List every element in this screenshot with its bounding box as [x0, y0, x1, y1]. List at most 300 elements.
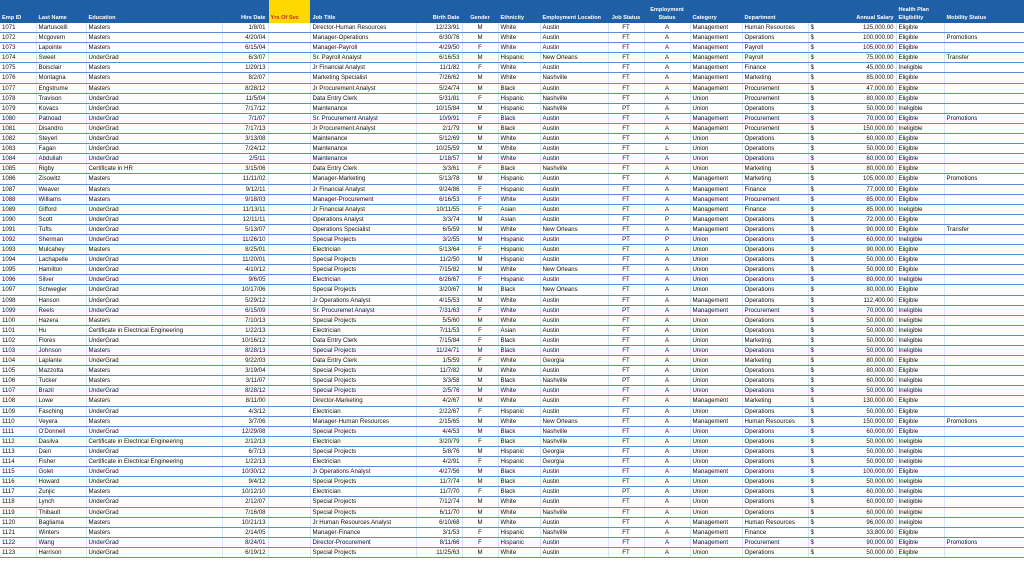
- table-cell-last-name[interactable]: Hamilton: [36, 265, 86, 275]
- table-cell-employment-status[interactable]: P: [644, 234, 690, 244]
- table-cell-category[interactable]: Union: [690, 446, 742, 456]
- table-cell-mobility[interactable]: [944, 204, 1024, 214]
- table-cell-job-status[interactable]: FT: [608, 346, 644, 356]
- table-cell-job-title[interactable]: Manager-Payroll: [310, 43, 416, 53]
- header-cell[interactable]: Hire Date: [222, 0, 268, 23]
- table-cell-department[interactable]: Payroll: [742, 43, 808, 53]
- table-cell-employment-location[interactable]: Georgia: [540, 457, 608, 467]
- table-cell-health-plan[interactable]: Eligible: [896, 194, 944, 204]
- table-cell-ethnicity[interactable]: White: [498, 497, 540, 507]
- table-cell-job-title[interactable]: Jr Financial Analyst: [310, 63, 416, 73]
- table-cell-birth-date[interactable]: 11/7/82: [416, 366, 462, 376]
- table-cell-employment-location[interactable]: Nashville: [540, 93, 608, 103]
- table-cell-yrs-of-svc[interactable]: [268, 33, 310, 43]
- table-cell-department[interactable]: Finance: [742, 184, 808, 194]
- table-cell-yrs-of-svc[interactable]: [268, 305, 310, 315]
- table-cell-category[interactable]: Union: [690, 285, 742, 295]
- table-cell-employment-location[interactable]: Nashville: [540, 527, 608, 537]
- table-cell-annual-salary[interactable]: [808, 386, 896, 396]
- table-cell-yrs-of-svc[interactable]: [268, 426, 310, 436]
- table-cell-health-plan[interactable]: Eligible: [896, 265, 944, 275]
- table-cell-job-title[interactable]: Director-Procurement: [310, 537, 416, 547]
- table-cell-last-name[interactable]: Abdullah: [36, 154, 86, 164]
- table-cell-employment-location[interactable]: Austin: [540, 234, 608, 244]
- table-cell-job-title[interactable]: Special Projects: [310, 547, 416, 557]
- table-cell-mobility[interactable]: [944, 497, 1024, 507]
- table-cell-category[interactable]: Management: [690, 204, 742, 214]
- table-cell-last-name[interactable]: Dasilva: [36, 436, 86, 446]
- table-cell-birth-date[interactable]: 12/23/91: [416, 23, 462, 33]
- table-cell-yrs-of-svc[interactable]: [268, 184, 310, 194]
- table-cell-employment-location[interactable]: Austin: [540, 386, 608, 396]
- table-cell-hire-date[interactable]: 3/19/04: [222, 366, 268, 376]
- table-cell-birth-date[interactable]: 2/22/67: [416, 406, 462, 416]
- table-cell-emp-id[interactable]: 1088: [0, 194, 36, 204]
- table-cell-emp-id[interactable]: 1108: [0, 396, 36, 406]
- table-cell-gender[interactable]: F: [462, 164, 498, 174]
- table-cell-birth-date[interactable]: 11/24/71: [416, 346, 462, 356]
- table-cell-emp-id[interactable]: 1085: [0, 164, 36, 174]
- table-cell-employment-status[interactable]: A: [644, 134, 690, 144]
- table-cell-yrs-of-svc[interactable]: [268, 356, 310, 366]
- table-cell-last-name[interactable]: O'Donnell: [36, 426, 86, 436]
- table-cell-employment-status[interactable]: A: [644, 406, 690, 416]
- table-cell-ethnicity[interactable]: Black: [498, 477, 540, 487]
- table-cell-health-plan[interactable]: Eligible: [896, 93, 944, 103]
- table-cell-category[interactable]: Union: [690, 315, 742, 325]
- table-cell-employment-status[interactable]: A: [644, 527, 690, 537]
- table-cell-annual-salary[interactable]: [808, 376, 896, 386]
- table-cell-employment-location[interactable]: Austin: [540, 184, 608, 194]
- table-cell-job-title[interactable]: Data Entry Clerk: [310, 335, 416, 345]
- table-cell-annual-salary[interactable]: [808, 144, 896, 154]
- table-cell-yrs-of-svc[interactable]: [268, 134, 310, 144]
- table-cell-birth-date[interactable]: 11/2/50: [416, 255, 462, 265]
- table-cell-education[interactable]: Masters: [86, 194, 222, 204]
- table-cell-emp-id[interactable]: 1102: [0, 335, 36, 345]
- table-cell-gender[interactable]: M: [462, 154, 498, 164]
- table-cell-hire-date[interactable]: 10/12/10: [222, 487, 268, 497]
- table-cell-emp-id[interactable]: 1079: [0, 103, 36, 113]
- table-cell-category[interactable]: Management: [690, 63, 742, 73]
- table-cell-employment-location[interactable]: Georgia: [540, 356, 608, 366]
- table-cell-gender[interactable]: F: [462, 356, 498, 366]
- table-cell-annual-salary[interactable]: [808, 325, 896, 335]
- table-cell-ethnicity[interactable]: White: [498, 33, 540, 43]
- table-cell-job-status[interactable]: FT: [608, 497, 644, 507]
- table-cell-department[interactable]: Operations: [742, 214, 808, 224]
- table-cell-mobility[interactable]: [944, 315, 1024, 325]
- table-cell-annual-salary[interactable]: [808, 83, 896, 93]
- table-cell-employment-location[interactable]: New Orleans: [540, 224, 608, 234]
- table-cell-birth-date[interactable]: 7/26/62: [416, 73, 462, 83]
- table-cell-education[interactable]: UnderGrad: [86, 446, 222, 456]
- table-cell-annual-salary[interactable]: [808, 527, 896, 537]
- table-cell-mobility[interactable]: [944, 507, 1024, 517]
- table-cell-employment-location[interactable]: Austin: [540, 83, 608, 93]
- table-cell-employment-status[interactable]: A: [644, 23, 690, 33]
- table-cell-category[interactable]: Management: [690, 517, 742, 527]
- table-cell-employment-location[interactable]: Austin: [540, 396, 608, 406]
- table-cell-employment-status[interactable]: A: [644, 537, 690, 547]
- table-cell-mobility[interactable]: [944, 154, 1024, 164]
- table-cell-health-plan[interactable]: Ineligible: [896, 517, 944, 527]
- table-cell-education[interactable]: Masters: [86, 315, 222, 325]
- table-cell-gender[interactable]: F: [462, 436, 498, 446]
- table-cell-annual-salary[interactable]: [808, 426, 896, 436]
- table-cell-department[interactable]: Payroll: [742, 53, 808, 63]
- table-cell-employment-status[interactable]: A: [644, 346, 690, 356]
- table-cell-education[interactable]: Certificate in Electrical Engineering: [86, 325, 222, 335]
- table-cell-hire-date[interactable]: 10/30/12: [222, 467, 268, 477]
- table-cell-employment-status[interactable]: A: [644, 43, 690, 53]
- table-cell-education[interactable]: Masters: [86, 245, 222, 255]
- table-cell-annual-salary[interactable]: [808, 275, 896, 285]
- table-cell-job-title[interactable]: Manager-Procurement: [310, 194, 416, 204]
- table-cell-employment-location[interactable]: Austin: [540, 194, 608, 204]
- table-cell-hire-date[interactable]: 9/6/05: [222, 275, 268, 285]
- table-cell-ethnicity[interactable]: Hispanic: [498, 457, 540, 467]
- table-cell-hire-date[interactable]: 4/3/12: [222, 406, 268, 416]
- table-cell-mobility[interactable]: [944, 123, 1024, 133]
- table-cell-job-status[interactable]: FT: [608, 356, 644, 366]
- table-cell-category[interactable]: Union: [690, 426, 742, 436]
- table-cell-employment-location[interactable]: Austin: [540, 517, 608, 527]
- table-cell-mobility[interactable]: [944, 23, 1024, 33]
- header-cell[interactable]: Annual Salary: [808, 0, 896, 23]
- table-cell-emp-id[interactable]: 1090: [0, 214, 36, 224]
- table-cell-hire-date[interactable]: 11/20/01: [222, 255, 268, 265]
- table-cell-category[interactable]: Union: [690, 255, 742, 265]
- table-cell-birth-date[interactable]: 7/15/82: [416, 265, 462, 275]
- table-cell-ethnicity[interactable]: White: [498, 265, 540, 275]
- table-cell-hire-date[interactable]: 3/15/06: [222, 164, 268, 174]
- table-cell-yrs-of-svc[interactable]: [268, 346, 310, 356]
- table-cell-category[interactable]: Management: [690, 527, 742, 537]
- table-cell-employment-location[interactable]: Georgia: [540, 446, 608, 456]
- table-cell-mobility[interactable]: [944, 547, 1024, 557]
- table-cell-category[interactable]: Union: [690, 457, 742, 467]
- table-cell-job-title[interactable]: Electrician: [310, 325, 416, 335]
- table-cell-yrs-of-svc[interactable]: [268, 315, 310, 325]
- table-cell-job-title[interactable]: Electrician: [310, 406, 416, 416]
- table-cell-emp-id[interactable]: 1118: [0, 497, 36, 507]
- table-cell-birth-date[interactable]: 5/31/81: [416, 93, 462, 103]
- table-cell-annual-salary[interactable]: [808, 285, 896, 295]
- table-cell-gender[interactable]: M: [462, 265, 498, 275]
- table-cell-annual-salary[interactable]: [808, 315, 896, 325]
- table-cell-hire-date[interactable]: 3/13/08: [222, 134, 268, 144]
- table-cell-yrs-of-svc[interactable]: [268, 497, 310, 507]
- table-cell-birth-date[interactable]: 5/8/76: [416, 446, 462, 456]
- table-cell-mobility[interactable]: Promotions: [944, 174, 1024, 184]
- table-cell-birth-date[interactable]: 1/5/59: [416, 356, 462, 366]
- table-cell-employment-status[interactable]: A: [644, 63, 690, 73]
- table-cell-job-title[interactable]: Jr Financial Analyst: [310, 184, 416, 194]
- table-cell-birth-date[interactable]: 5/13/64: [416, 245, 462, 255]
- table-cell-department[interactable]: Operations: [742, 134, 808, 144]
- table-cell-yrs-of-svc[interactable]: [268, 527, 310, 537]
- table-cell-yrs-of-svc[interactable]: [268, 467, 310, 477]
- table-cell-last-name[interactable]: Flores: [36, 335, 86, 345]
- table-cell-employment-status[interactable]: A: [644, 154, 690, 164]
- table-cell-hire-date[interactable]: 5/29/12: [222, 295, 268, 305]
- table-cell-hire-date[interactable]: 6/3/07: [222, 53, 268, 63]
- table-cell-last-name[interactable]: Fisher: [36, 457, 86, 467]
- table-cell-department[interactable]: Operations: [742, 467, 808, 477]
- table-cell-gender[interactable]: M: [462, 497, 498, 507]
- table-cell-employment-location[interactable]: Nashville: [540, 507, 608, 517]
- table-cell-last-name[interactable]: Golet: [36, 467, 86, 477]
- table-cell-mobility[interactable]: [944, 184, 1024, 194]
- table-cell-yrs-of-svc[interactable]: [268, 144, 310, 154]
- table-cell-ethnicity[interactable]: White: [498, 517, 540, 527]
- table-cell-job-title[interactable]: Special Projects: [310, 255, 416, 265]
- table-cell-hire-date[interactable]: 7/17/12: [222, 103, 268, 113]
- table-cell-yrs-of-svc[interactable]: [268, 537, 310, 547]
- table-cell-education[interactable]: UnderGrad: [86, 406, 222, 416]
- table-cell-employment-location[interactable]: Austin: [540, 204, 608, 214]
- table-cell-job-title[interactable]: Data Entry Clerk: [310, 356, 416, 366]
- table-cell-job-status[interactable]: FT: [608, 446, 644, 456]
- table-cell-ethnicity[interactable]: Black: [498, 83, 540, 93]
- table-cell-category[interactable]: Management: [690, 53, 742, 63]
- table-cell-mobility[interactable]: Promotions: [944, 33, 1024, 43]
- table-cell-employment-status[interactable]: A: [644, 113, 690, 123]
- table-cell-health-plan[interactable]: Eligible: [896, 527, 944, 537]
- table-cell-ethnicity[interactable]: White: [498, 23, 540, 33]
- table-cell-health-plan[interactable]: Ineligible: [896, 507, 944, 517]
- table-cell-education[interactable]: Masters: [86, 396, 222, 406]
- table-cell-education[interactable]: UnderGrad: [86, 214, 222, 224]
- table-cell-last-name[interactable]: Hanson: [36, 295, 86, 305]
- table-cell-birth-date[interactable]: 5/5/60: [416, 315, 462, 325]
- table-cell-emp-id[interactable]: 1091: [0, 224, 36, 234]
- table-cell-department[interactable]: Marketing: [742, 174, 808, 184]
- table-cell-yrs-of-svc[interactable]: [268, 295, 310, 305]
- table-cell-emp-id[interactable]: 1083: [0, 144, 36, 154]
- table-cell-hire-date[interactable]: 9/18/03: [222, 194, 268, 204]
- table-cell-ethnicity[interactable]: Black: [498, 113, 540, 123]
- table-cell-employment-location[interactable]: Austin: [540, 295, 608, 305]
- table-cell-mobility[interactable]: [944, 487, 1024, 497]
- table-cell-emp-id[interactable]: 1095: [0, 265, 36, 275]
- table-cell-last-name[interactable]: Travison: [36, 93, 86, 103]
- table-cell-employment-status[interactable]: A: [644, 436, 690, 446]
- table-cell-job-title[interactable]: Special Projects: [310, 386, 416, 396]
- table-cell-job-status[interactable]: PT: [608, 234, 644, 244]
- table-cell-ethnicity[interactable]: Black: [498, 346, 540, 356]
- table-cell-yrs-of-svc[interactable]: [268, 446, 310, 456]
- table-cell-last-name[interactable]: Zisowitz: [36, 174, 86, 184]
- table-cell-mobility[interactable]: [944, 335, 1024, 345]
- table-cell-gender[interactable]: M: [462, 23, 498, 33]
- table-cell-job-status[interactable]: FT: [608, 315, 644, 325]
- table-cell-yrs-of-svc[interactable]: [268, 164, 310, 174]
- table-cell-yrs-of-svc[interactable]: [268, 194, 310, 204]
- table-cell-mobility[interactable]: [944, 93, 1024, 103]
- table-cell-ethnicity[interactable]: White: [498, 295, 540, 305]
- table-cell-category[interactable]: Union: [690, 103, 742, 113]
- table-cell-employment-location[interactable]: Nashville: [540, 376, 608, 386]
- table-cell-emp-id[interactable]: 1111: [0, 426, 36, 436]
- table-cell-job-status[interactable]: FT: [608, 164, 644, 174]
- table-cell-last-name[interactable]: Scott: [36, 214, 86, 224]
- table-cell-emp-id[interactable]: 1110: [0, 416, 36, 426]
- table-cell-mobility[interactable]: [944, 43, 1024, 53]
- table-cell-ethnicity[interactable]: White: [498, 63, 540, 73]
- table-cell-employment-status[interactable]: A: [644, 245, 690, 255]
- table-cell-job-title[interactable]: Electrician: [310, 457, 416, 467]
- table-cell-category[interactable]: Union: [690, 275, 742, 285]
- table-cell-category[interactable]: Management: [690, 113, 742, 123]
- table-cell-job-title[interactable]: Manager-Human Resources: [310, 416, 416, 426]
- table-cell-gender[interactable]: F: [462, 184, 498, 194]
- table-cell-hire-date[interactable]: 8/2/07: [222, 73, 268, 83]
- table-cell-job-status[interactable]: FT: [608, 275, 644, 285]
- table-cell-health-plan[interactable]: Eligible: [896, 214, 944, 224]
- table-cell-emp-id[interactable]: 1113: [0, 446, 36, 456]
- header-cell[interactable]: Employment Status: [644, 0, 690, 23]
- table-cell-ethnicity[interactable]: Asian: [498, 204, 540, 214]
- table-cell-job-status[interactable]: PT: [608, 487, 644, 497]
- table-cell-birth-date[interactable]: 6/5/59: [416, 224, 462, 234]
- table-cell-employment-status[interactable]: A: [644, 446, 690, 456]
- table-cell-job-status[interactable]: FT: [608, 144, 644, 154]
- table-cell-employment-status[interactable]: A: [644, 467, 690, 477]
- table-cell-category[interactable]: Management: [690, 305, 742, 315]
- table-cell-birth-date[interactable]: 7/15/84: [416, 335, 462, 345]
- table-cell-yrs-of-svc[interactable]: [268, 416, 310, 426]
- table-cell-health-plan[interactable]: Ineligible: [896, 204, 944, 214]
- table-cell-employment-location[interactable]: New Orleans: [540, 53, 608, 63]
- table-cell-hire-date[interactable]: 9/12/11: [222, 184, 268, 194]
- table-cell-employment-location[interactable]: Austin: [540, 214, 608, 224]
- table-cell-mobility[interactable]: [944, 234, 1024, 244]
- table-cell-department[interactable]: Operations: [742, 325, 808, 335]
- table-cell-health-plan[interactable]: Eligible: [896, 245, 944, 255]
- table-cell-department[interactable]: Operations: [742, 507, 808, 517]
- table-cell-education[interactable]: UnderGrad: [86, 547, 222, 557]
- table-cell-hire-date[interactable]: 7/24/12: [222, 144, 268, 154]
- table-cell-health-plan[interactable]: Eligible: [896, 467, 944, 477]
- table-cell-last-name[interactable]: Schwegler: [36, 285, 86, 295]
- table-cell-category[interactable]: Union: [690, 93, 742, 103]
- table-cell-yrs-of-svc[interactable]: [268, 43, 310, 53]
- table-cell-emp-id[interactable]: 1121: [0, 527, 36, 537]
- table-cell-health-plan[interactable]: Eligible: [896, 53, 944, 63]
- table-cell-category[interactable]: Union: [690, 335, 742, 345]
- table-cell-birth-date[interactable]: 8/11/66: [416, 537, 462, 547]
- table-cell-emp-id[interactable]: 1080: [0, 113, 36, 123]
- table-cell-annual-salary[interactable]: [808, 23, 896, 33]
- table-cell-annual-salary[interactable]: [808, 255, 896, 265]
- table-cell-mobility[interactable]: [944, 517, 1024, 527]
- table-cell-annual-salary[interactable]: [808, 366, 896, 376]
- table-cell-health-plan[interactable]: Eligible: [896, 366, 944, 376]
- table-cell-gender[interactable]: F: [462, 406, 498, 416]
- table-cell-gender[interactable]: M: [462, 416, 498, 426]
- table-cell-birth-date[interactable]: 6/30/76: [416, 33, 462, 43]
- table-cell-ethnicity[interactable]: Black: [498, 436, 540, 446]
- table-cell-department[interactable]: Operations: [742, 255, 808, 265]
- table-cell-hire-date[interactable]: 11/11/02: [222, 174, 268, 184]
- table-cell-ethnicity[interactable]: White: [498, 43, 540, 53]
- table-cell-department[interactable]: Operations: [742, 497, 808, 507]
- table-cell-job-title[interactable]: Special Projects: [310, 265, 416, 275]
- table-cell-gender[interactable]: M: [462, 234, 498, 244]
- table-cell-hire-date[interactable]: 8/24/01: [222, 537, 268, 547]
- table-cell-department[interactable]: Operations: [742, 234, 808, 244]
- table-cell-department[interactable]: Operations: [742, 245, 808, 255]
- table-cell-employment-location[interactable]: Austin: [540, 154, 608, 164]
- table-cell-employment-location[interactable]: Austin: [540, 23, 608, 33]
- table-cell-yrs-of-svc[interactable]: [268, 487, 310, 497]
- table-cell-job-title[interactable]: Special Projects: [310, 315, 416, 325]
- table-cell-last-name[interactable]: Williams: [36, 194, 86, 204]
- table-cell-gender[interactable]: F: [462, 305, 498, 315]
- table-cell-education[interactable]: UnderGrad: [86, 356, 222, 366]
- table-cell-department[interactable]: Operations: [742, 386, 808, 396]
- table-cell-birth-date[interactable]: 3/3/74: [416, 214, 462, 224]
- table-cell-job-status[interactable]: FT: [608, 537, 644, 547]
- table-cell-job-title[interactable]: Maintenance: [310, 134, 416, 144]
- table-cell-last-name[interactable]: Sweet: [36, 53, 86, 63]
- table-cell-employment-location[interactable]: Nashville: [540, 436, 608, 446]
- table-cell-birth-date[interactable]: 4/27/56: [416, 467, 462, 477]
- table-cell-category[interactable]: Management: [690, 174, 742, 184]
- table-cell-gender[interactable]: M: [462, 214, 498, 224]
- table-cell-birth-date[interactable]: 6/26/67: [416, 275, 462, 285]
- table-cell-mobility[interactable]: [944, 265, 1024, 275]
- table-cell-birth-date[interactable]: 6/11/70: [416, 507, 462, 517]
- table-cell-employment-location[interactable]: Austin: [540, 144, 608, 154]
- table-cell-annual-salary[interactable]: [808, 234, 896, 244]
- table-cell-job-title[interactable]: Special Projects: [310, 376, 416, 386]
- table-cell-category[interactable]: Management: [690, 184, 742, 194]
- table-cell-employment-status[interactable]: A: [644, 396, 690, 406]
- table-cell-employment-location[interactable]: Austin: [540, 325, 608, 335]
- table-cell-hire-date[interactable]: 6/19/12: [222, 547, 268, 557]
- table-cell-employment-location[interactable]: Austin: [540, 63, 608, 73]
- table-cell-yrs-of-svc[interactable]: [268, 386, 310, 396]
- table-cell-education[interactable]: UnderGrad: [86, 335, 222, 345]
- table-cell-gender[interactable]: M: [462, 33, 498, 43]
- table-cell-mobility[interactable]: [944, 144, 1024, 154]
- table-cell-birth-date[interactable]: 11/7/74: [416, 477, 462, 487]
- table-cell-annual-salary[interactable]: [808, 547, 896, 557]
- table-cell-employment-location[interactable]: New Orleans: [540, 416, 608, 426]
- table-cell-department[interactable]: Operations: [742, 224, 808, 234]
- table-cell-education[interactable]: Masters: [86, 376, 222, 386]
- table-cell-emp-id[interactable]: 1119: [0, 507, 36, 517]
- table-cell-ethnicity[interactable]: Black: [498, 285, 540, 295]
- table-cell-health-plan[interactable]: Eligible: [896, 184, 944, 194]
- table-cell-annual-salary[interactable]: [808, 43, 896, 53]
- table-cell-job-title[interactable]: Data Entry Clerk: [310, 164, 416, 174]
- table-cell-job-status[interactable]: FT: [608, 224, 644, 234]
- table-cell-birth-date[interactable]: 11/25/63: [416, 547, 462, 557]
- table-cell-education[interactable]: UnderGrad: [86, 275, 222, 285]
- table-cell-employment-status[interactable]: A: [644, 224, 690, 234]
- table-cell-employment-status[interactable]: A: [644, 335, 690, 345]
- table-cell-job-status[interactable]: FT: [608, 386, 644, 396]
- table-cell-birth-date[interactable]: 9/24/86: [416, 184, 462, 194]
- table-cell-health-plan[interactable]: Eligible: [896, 33, 944, 43]
- table-cell-mobility[interactable]: [944, 134, 1024, 144]
- table-cell-job-title[interactable]: Sr. Payroll Analyst: [310, 53, 416, 63]
- table-cell-mobility[interactable]: [944, 305, 1024, 315]
